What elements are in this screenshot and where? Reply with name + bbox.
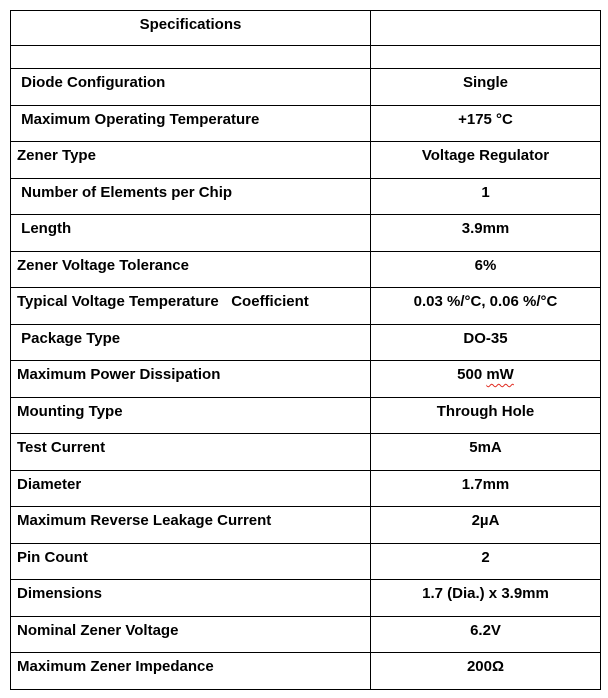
table-row [11,105,601,142]
spec-label: Diode Configuration [11,69,371,106]
table-row [11,361,601,398]
spec-value: 1.7 (Dia.) x 3.9mm [371,580,601,617]
table-row [11,288,601,325]
spec-value: 3.9mm [371,215,601,252]
spec-label: Typical Voltage Temperature Coefficient [11,288,371,325]
table-row [11,178,601,215]
table-row [11,397,601,434]
table-title: Specifications [11,11,371,46]
table-row [11,142,601,179]
spec-label: Length [11,215,371,252]
specifications-table [10,10,601,690]
spec-label: Mounting Type [11,397,371,434]
table-row [11,215,601,252]
table-row [11,580,601,617]
spec-label: Test Current [11,434,371,471]
table-row [11,434,601,471]
table-row [11,470,601,507]
spec-label: Pin Count [11,543,371,580]
table-row [11,69,601,106]
spec-value: 0.03 %/°C, 0.06 %/°C [371,288,601,325]
spec-value [371,361,601,398]
spec-label: Dimensions [11,580,371,617]
table-row [11,653,601,690]
spec-value: 2 [371,543,601,580]
spec-label: Maximum Power Dissipation [11,361,371,398]
spec-label: Nominal Zener Voltage [11,616,371,653]
spec-value: 200Ω [371,653,601,690]
table-row [11,543,601,580]
table-header-row [11,11,601,46]
table-row [11,324,601,361]
table-row [11,251,601,288]
spec-value: 6% [371,251,601,288]
spec-value: Single [371,69,601,106]
table-body [11,69,601,690]
spec-value: 6.2V [371,616,601,653]
spec-value: DO-35 [371,324,601,361]
value-column-header [371,11,601,46]
spec-value-text: 500 [457,366,487,384]
spec-label: Maximum Operating Temperature [11,105,371,142]
spec-label: Diameter [11,470,371,507]
spec-label: Package Type [11,324,371,361]
spec-label: Zener Type [11,142,371,179]
spec-label: Maximum Zener Impedance [11,653,371,690]
spec-value: 2µA [371,507,601,544]
spec-label: Maximum Reverse Leakage Current [11,507,371,544]
spec-value: 1 [371,178,601,215]
spacer-cell-right [371,46,601,69]
spacer-cell-left [11,46,371,69]
table-row [11,616,601,653]
spec-label: Number of Elements per Chip [11,178,371,215]
misspelled-word: mW [486,366,514,384]
spacer-row [11,46,601,69]
spec-label: Zener Voltage Tolerance [11,251,371,288]
spec-value: +175 °C [371,105,601,142]
spec-value: 1.7mm [371,470,601,507]
spec-value: Voltage Regulator [371,142,601,179]
spec-value: 5mA [371,434,601,471]
spec-value: Through Hole [371,397,601,434]
table-row [11,507,601,544]
